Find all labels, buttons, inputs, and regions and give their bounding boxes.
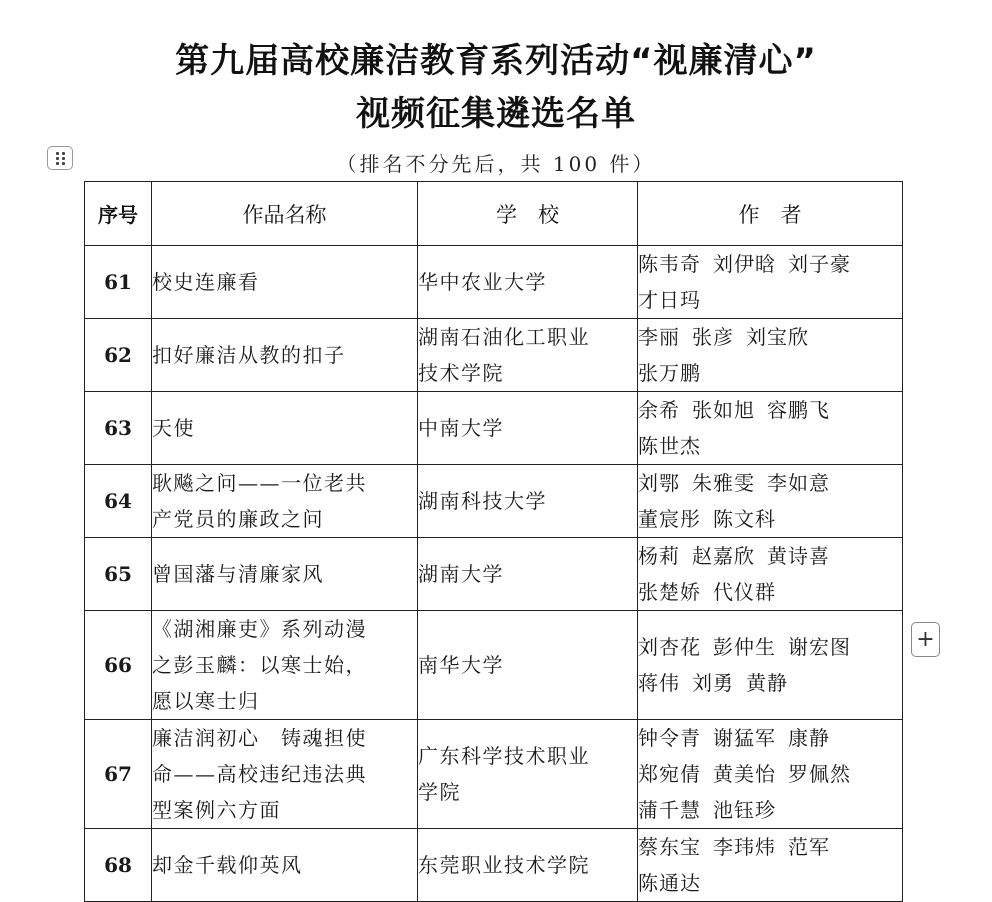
author-name: 陈文科: [713, 507, 776, 531]
school-name-line: 华中农业大学: [418, 270, 547, 294]
table-row: [85, 319, 903, 392]
table-row: [85, 829, 903, 902]
table-row: [85, 611, 903, 720]
header-seq: 序号: [85, 182, 152, 246]
author-list: [638, 246, 903, 319]
row-seq: 64: [85, 465, 152, 538]
author-name: 刘杏花: [638, 635, 701, 659]
author-name: 张楚娇: [638, 580, 701, 604]
school-name: [418, 319, 638, 392]
author-name: 张如旭: [692, 398, 755, 422]
school-name-line: 技术学院: [418, 361, 504, 385]
work-title: [152, 611, 418, 720]
work-title: [152, 246, 418, 319]
author-list: [638, 465, 903, 538]
school-name: [418, 611, 638, 720]
author-name: 谢宏图: [788, 635, 851, 659]
author-name: 黄静: [746, 671, 788, 695]
author-name: 刘鄂: [638, 471, 680, 495]
row-seq: 66: [85, 611, 152, 720]
author-line: [638, 574, 902, 610]
work-title: [152, 829, 418, 902]
school-name: [418, 392, 638, 465]
author-name: 钟令青: [638, 726, 701, 750]
school-name: [418, 538, 638, 611]
header-work: 作品名称: [152, 182, 418, 246]
author-name: 陈通达: [638, 871, 701, 895]
author-list: [638, 319, 903, 392]
author-name: 余希: [638, 398, 680, 422]
work-title-line: 之彭玉麟：以寒士始，: [152, 653, 367, 677]
author-name: 谢猛军: [713, 726, 776, 750]
plus-icon: +: [916, 626, 935, 652]
work-title-line: 天使: [152, 416, 195, 440]
work-title-line: 命——高校违纪违法典: [152, 762, 367, 786]
header-authors: 作 者: [638, 182, 903, 246]
row-seq: 67: [85, 720, 152, 829]
row-seq: 63: [85, 392, 152, 465]
work-title-line: 扣好廉洁从教的扣子: [152, 343, 346, 367]
author-name: 张万鹏: [638, 361, 701, 385]
author-line: [638, 465, 902, 501]
winners-table: [84, 181, 903, 902]
work-title-line: 曾国藩与清廉家风: [152, 562, 324, 586]
author-name: 张彦: [692, 325, 734, 349]
author-list: [638, 392, 903, 465]
work-title: [152, 720, 418, 829]
author-line: [638, 865, 902, 901]
school-name: [418, 829, 638, 902]
row-seq: 62: [85, 319, 152, 392]
author-name: 陈世杰: [638, 434, 701, 458]
author-list: [638, 611, 903, 720]
work-title-line: 却金千载仰英风: [152, 853, 303, 877]
table-row: [85, 538, 903, 611]
table-row: [85, 720, 903, 829]
author-line: [638, 246, 902, 282]
author-line: [638, 756, 902, 792]
author-line: [638, 720, 902, 756]
author-name: 范军: [788, 835, 830, 859]
table-row: [85, 392, 903, 465]
author-line: [638, 428, 902, 464]
author-line: [638, 829, 902, 865]
ranking-note: （排名不分先后，共 100 件）: [336, 152, 656, 176]
header-school: 学 校: [418, 182, 638, 246]
author-line: [638, 665, 902, 701]
work-title: [152, 392, 418, 465]
school-name-line: 湖南科技大学: [418, 489, 547, 513]
row-seq: 68: [85, 829, 152, 902]
author-name: 才日玛: [638, 288, 701, 312]
author-line: [638, 392, 902, 428]
work-title-line: 产党员的廉政之问: [152, 507, 324, 531]
author-name: 李玮炜: [713, 835, 776, 859]
work-title-line: 廉洁润初心 铸魂担使: [152, 726, 367, 750]
school-name-line: 广东科学技术职业: [418, 744, 590, 768]
school-name: [418, 720, 638, 829]
author-name: 郑宛倩: [638, 762, 701, 786]
author-name: 罗佩然: [788, 762, 851, 786]
work-title: [152, 538, 418, 611]
add-column-button[interactable]: [911, 622, 940, 657]
school-name-line: 东莞职业技术学院: [418, 853, 590, 877]
author-line: [638, 792, 902, 828]
school-name: [418, 246, 638, 319]
author-name: 李丽: [638, 325, 680, 349]
school-name-line: 中南大学: [418, 416, 504, 440]
work-title-line: 校史连廉看: [152, 270, 260, 294]
author-name: 刘宝欣: [746, 325, 809, 349]
author-name: 杨莉: [638, 544, 680, 568]
drag-handle-icon: [56, 152, 65, 165]
author-line: [638, 319, 902, 355]
school-name-line: 湖南大学: [418, 562, 504, 586]
author-name: 李如意: [767, 471, 830, 495]
author-name: 刘勇: [692, 671, 734, 695]
author-line: [638, 629, 902, 665]
author-line: [638, 501, 902, 537]
author-line: [638, 355, 902, 391]
document-title-line-1: 第九届高校廉洁教育系列活动“视廉清心”: [175, 41, 817, 81]
author-name: 彭仲生: [713, 635, 776, 659]
table-row: [85, 246, 903, 319]
author-name: 刘子豪: [788, 252, 851, 276]
work-title: [152, 465, 418, 538]
school-name-line: 学院: [418, 780, 461, 804]
work-title-line: 型案例六方面: [152, 798, 281, 822]
author-name: 朱雅雯: [692, 471, 755, 495]
school-name-line: 湖南石油化工职业: [418, 325, 590, 349]
author-name: 黄诗喜: [767, 544, 830, 568]
work-title-line: 愿以寒士归: [152, 689, 260, 713]
row-seq: 61: [85, 246, 152, 319]
author-name: 董宸彤: [638, 507, 701, 531]
row-seq: 65: [85, 538, 152, 611]
author-name: 蔡东宝: [638, 835, 701, 859]
author-list: [638, 538, 903, 611]
school-name-line: 南华大学: [418, 653, 504, 677]
author-name: 赵嘉欣: [692, 544, 755, 568]
author-line: [638, 282, 902, 318]
table-row: [85, 465, 903, 538]
work-title: [152, 319, 418, 392]
table-header-row: [85, 182, 903, 246]
author-name: 池钰珍: [713, 798, 776, 822]
table-move-handle[interactable]: [47, 146, 73, 170]
author-name: 容鹏飞: [767, 398, 830, 422]
work-title-line: 耿飚之问——一位老共: [152, 471, 367, 495]
author-name: 黄美怡: [713, 762, 776, 786]
author-name: 代仪群: [713, 580, 776, 604]
author-name: 陈韦奇: [638, 252, 701, 276]
author-name: 蒲千慧: [638, 798, 701, 822]
author-line: [638, 538, 902, 574]
author-list: [638, 720, 903, 829]
school-name: [418, 465, 638, 538]
work-title-line: 《湖湘廉吏》系列动漫: [152, 617, 367, 641]
author-name: 康静: [788, 726, 830, 750]
author-name: 蒋伟: [638, 671, 680, 695]
document-title-line-2: 视频征集遴选名单: [356, 94, 636, 134]
author-name: 刘伊晗: [713, 252, 776, 276]
author-list: [638, 829, 903, 902]
